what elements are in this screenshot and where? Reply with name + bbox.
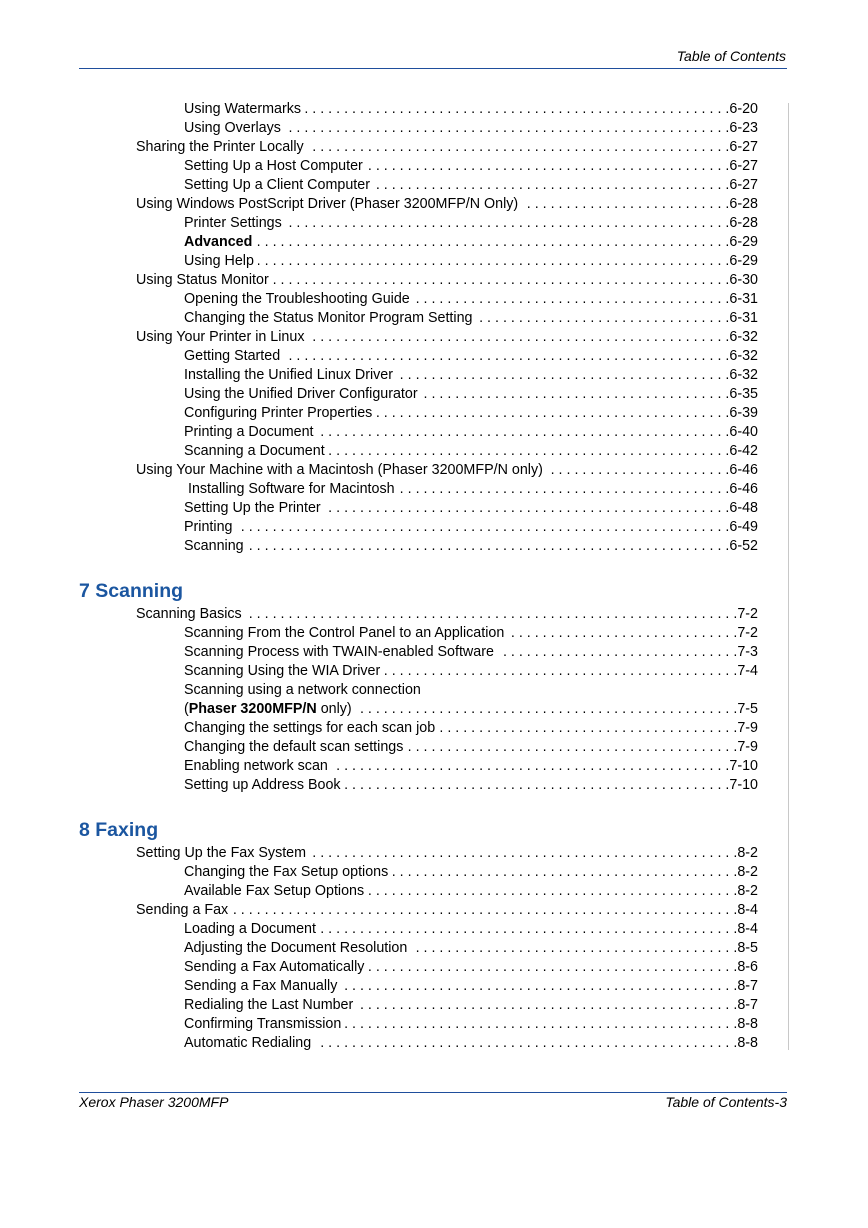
toc-entry[interactable]: Setting Up a Client Computer . . . 6-27: [184, 176, 758, 195]
toc-entry[interactable]: Getting Started . . . 6-32: [184, 347, 758, 366]
chapter-heading[interactable]: 8 Faxing: [79, 819, 159, 841]
toc-entry[interactable]: Scanning Basics . . . 7-2: [136, 605, 758, 624]
toc-entry[interactable]: Advanced . . . 6-29: [184, 233, 758, 252]
toc-entry[interactable]: Configuring Printer Properties . . . 6-39: [184, 404, 758, 423]
toc-entry[interactable]: Using Windows PostScript Driver (Phaser 3200MFP/N Only) . . . 6-28: [136, 195, 758, 214]
toc-entry[interactable]: Setting Up the Fax System . . . 8-2: [136, 844, 758, 863]
toc-entry[interactable]: Sharing the Printer Locally . . . 6-27: [136, 138, 758, 157]
toc-entry[interactable]: Using Overlays . . . 6-23: [184, 119, 758, 138]
toc-entry[interactable]: Setting up Address Book . . . 7-10: [184, 776, 758, 795]
toc-entry[interactable]: Printer Settings . . . 6-28: [184, 214, 758, 233]
toc-entry[interactable]: Adjusting the Document Resolution . . . 8-5: [184, 939, 758, 958]
toc-entry[interactable]: Opening the Troubleshooting Guide . . . 6-31: [184, 290, 758, 309]
toc-entry[interactable]: Printing . . . 6-49: [184, 518, 758, 537]
toc-entry[interactable]: Enabling network scan . . . 7-10: [184, 757, 758, 776]
toc-entry[interactable]: Setting Up a Host Computer . . . 6-27: [184, 157, 758, 176]
chapter-heading[interactable]: 7 Scanning: [79, 580, 184, 602]
toc-entry[interactable]: Scanning Process with TWAIN-enabled Software . . . 7-3: [184, 643, 758, 662]
toc-entry[interactable]: Using Your Machine with a Macintosh (Phaser 3200MFP/N only) . . . 6-46: [136, 461, 758, 480]
toc-entry[interactable]: (Phaser 3200MFP/N only) . . . 7-5: [184, 700, 758, 719]
toc-entry[interactable]: Using Help . . . 6-29: [184, 252, 758, 271]
toc-entry[interactable]: Confirming Transmission . . . 8-8: [184, 1015, 758, 1034]
toc-entry[interactable]: Changing the default scan settings . . . 7-9: [184, 738, 758, 757]
toc-entry[interactable]: Using Your Printer in Linux . . . 6-32: [136, 328, 758, 347]
toc-entry[interactable]: Sending a Fax Automatically . . . 8-6: [184, 958, 758, 977]
toc-entry[interactable]: Scanning Using the WIA Driver . . . 7-4: [184, 662, 758, 681]
toc-entry[interactable]: Scanning a Document . . . 6-42: [184, 442, 758, 461]
toc-entry-label[interactable]: Scanning using a network connection: [184, 682, 421, 698]
toc-entry[interactable]: Installing Software for Macintosh . . . 6-46: [184, 480, 758, 499]
toc-entry[interactable]: Scanning From the Control Panel to an Application . . . 7-2: [184, 624, 758, 643]
toc-entry[interactable]: Changing the settings for each scan job . . . 7-9: [184, 719, 758, 738]
footer-product-name: Xerox Phaser 3200MFP: [79, 1094, 229, 1110]
toc-entry[interactable]: Available Fax Setup Options . . . 8-2: [184, 882, 758, 901]
toc-entry[interactable]: Changing the Status Monitor Program Setting . . . 6-31: [184, 309, 758, 328]
toc-entry[interactable]: Using Watermarks . . . 6-20: [184, 100, 758, 119]
toc-entry[interactable]: Automatic Redialing . . . 8-8: [184, 1034, 758, 1053]
toc-entry[interactable]: Using Status Monitor . . . 6-30: [136, 271, 758, 290]
toc-entry[interactable]: Changing the Fax Setup options . . . 8-2: [184, 863, 758, 882]
toc-entry[interactable]: Setting Up the Printer . . . 6-48: [184, 499, 758, 518]
toc-entry[interactable]: Sending a Fax . . . 8-4: [136, 901, 758, 920]
toc-entry[interactable]: Redialing the Last Number . . . 8-7: [184, 996, 758, 1015]
toc-entry[interactable]: Using the Unified Driver Configurator . . . 6-35: [184, 385, 758, 404]
footer-page-number: Table of Contents-3: [665, 1094, 787, 1110]
toc-entry[interactable]: Installing the Unified Linux Driver . . . 6-32: [184, 366, 758, 385]
toc-entry[interactable]: Printing a Document . . . 6-40: [184, 423, 758, 442]
header-title: Table of Contents: [676, 48, 786, 64]
toc-entry[interactable]: Loading a Document . . . 8-4: [184, 920, 758, 939]
toc-entry[interactable]: Scanning . . . 6-52: [184, 537, 758, 556]
toc-entry[interactable]: Sending a Fax Manually . . . 8-7: [184, 977, 758, 996]
footer-rule: [79, 1092, 787, 1093]
